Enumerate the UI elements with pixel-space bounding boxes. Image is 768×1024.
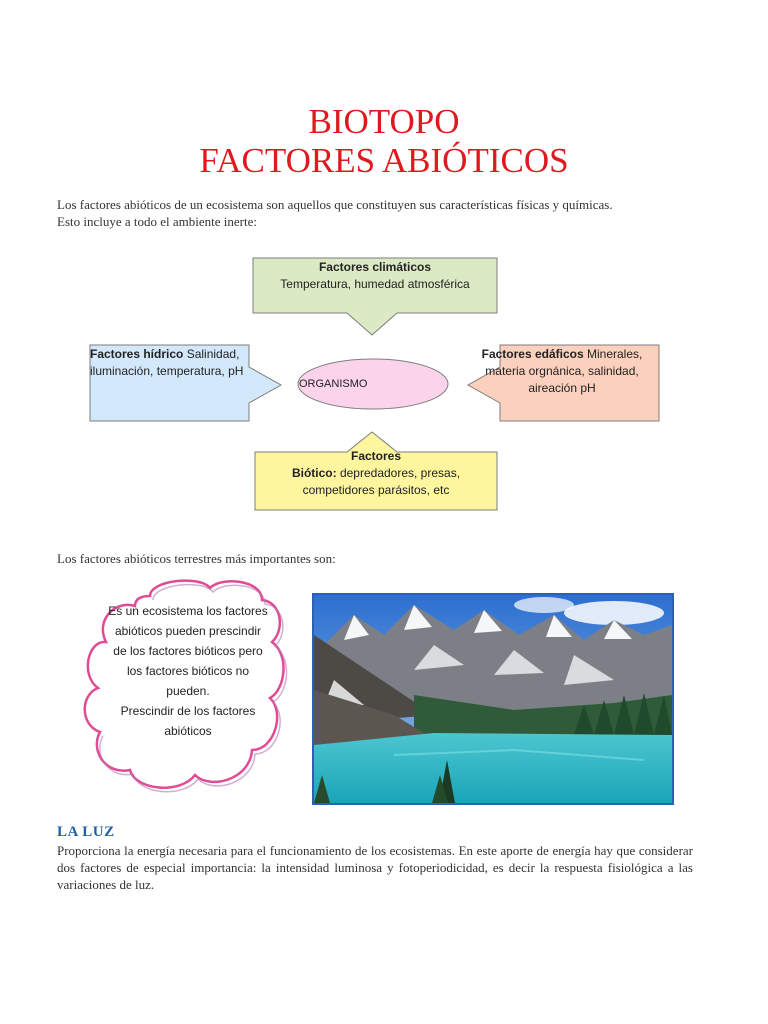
edaficos-body-3: aireación pH <box>528 381 596 395</box>
bioticos-body-3: competidores parásitos, etc <box>302 483 450 497</box>
cloud-line: abióticos <box>164 724 212 738</box>
cloud-line: Prescindir de los factores <box>120 704 256 718</box>
climaticos-label <box>253 259 497 293</box>
cloud-line: los factores bióticos no <box>126 664 250 678</box>
luz-paragraph: Proporciona la energía necesaria para el funcionamiento de los ecosistemas. En este aporte de energía hay que considerar dos factores de especial importancia: la intensidad luminosa y fotoperiodicidad, es decir la respuesta fisiológica a las variaciones de luz. <box>57 843 693 892</box>
hidrico-label <box>90 346 270 380</box>
page-title: BIOTOPO <box>308 102 460 141</box>
climaticos-body: Temperatura, humedad atmosférica <box>280 277 470 291</box>
edaficos-body-2: materia orgnánica, salinidad, <box>485 364 639 378</box>
luz-heading: LA LUZ <box>57 824 115 840</box>
organismo-label: ORGANISMO <box>299 378 368 390</box>
intro-line-1: Los factores abióticos de un ecosistema son aquellos que constituyen sus características físicas y químicas. <box>57 197 613 212</box>
landscape-photo <box>312 593 674 805</box>
landscape-image <box>314 595 672 803</box>
cloud-line: pueden. <box>166 684 210 698</box>
hidrico-body-2: iluminación, temperatura, pH <box>90 364 244 378</box>
intro2-paragraph: Los factores abióticos terrestres más importantes son: <box>57 551 336 566</box>
cloud-text <box>98 601 278 741</box>
edaficos-body-1: Minerales, <box>583 347 643 361</box>
hidrico-body-1: Salinidad, <box>183 347 240 361</box>
bioticos-title-2: Biótico: <box>291 466 337 480</box>
edaficos-title: Factores edáficos <box>481 347 584 361</box>
intro-line-2: Esto incluye a todo el ambiente inerte: <box>57 214 257 229</box>
hidrico-title: Factores hídrico <box>90 347 184 361</box>
bioticos-body-2: depredadores, presas, <box>336 466 461 480</box>
cloud-line: abióticos pueden prescindir <box>114 624 262 638</box>
cloud-line: Es un ecosistema los factores <box>108 604 268 618</box>
bioticos-label <box>255 448 497 499</box>
page-subtitle: FACTORES ABIÓTICOS <box>199 141 569 180</box>
edaficos-label <box>472 346 652 397</box>
climaticos-title: Factores climáticos <box>318 260 432 274</box>
cloud-line: de los factores bióticos pero <box>113 644 263 658</box>
bioticos-title-1: Factores <box>350 449 402 463</box>
